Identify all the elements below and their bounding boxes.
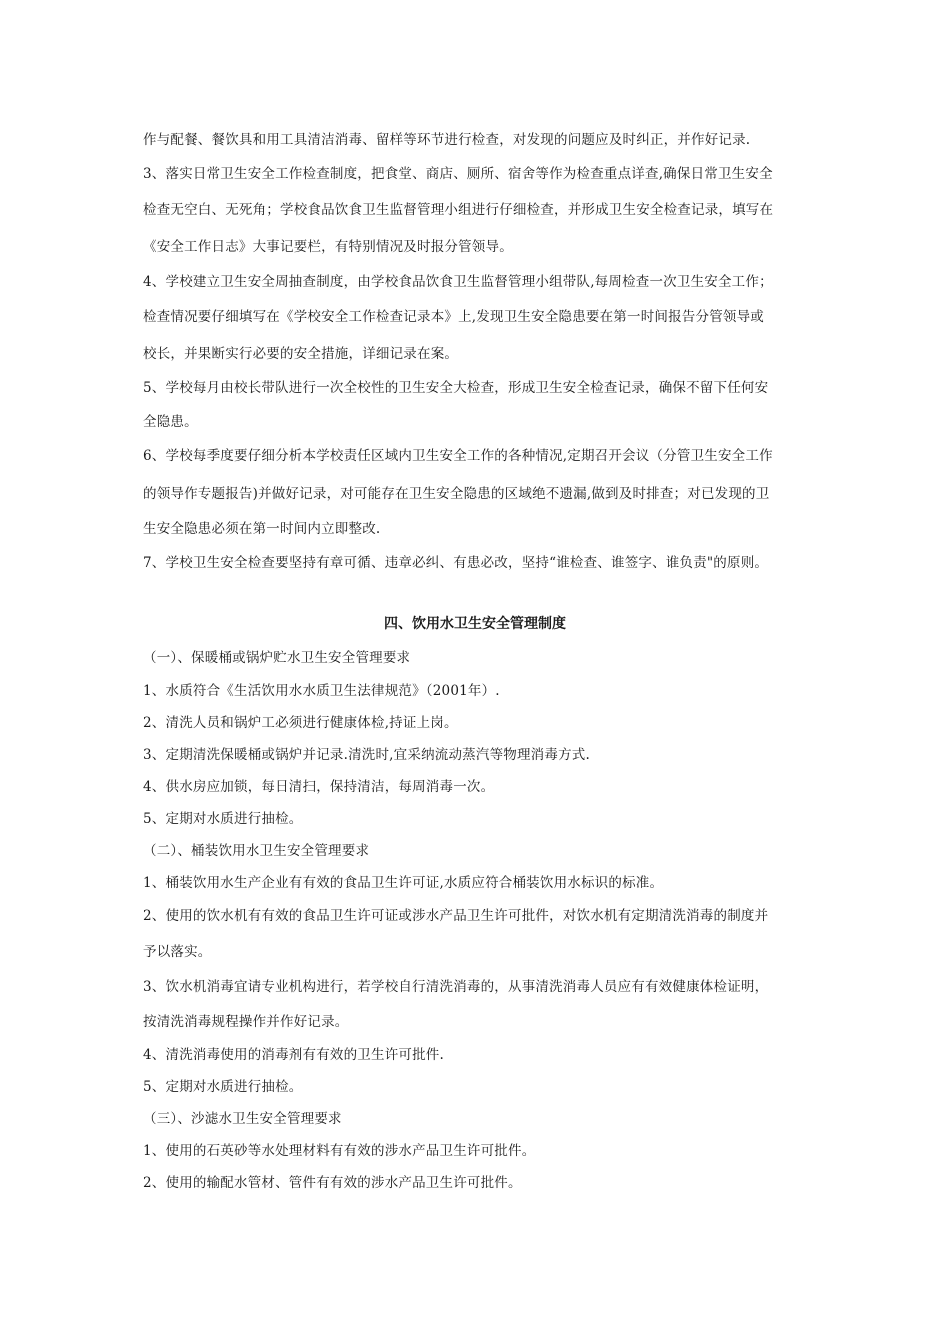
- paragraph-line: 4、供水房应加锁，每日清扫，保持清洁，每周消毒一次。: [143, 779, 495, 795]
- paragraph-line: 4、学校建立卫生安全周抽查制度，由学校食品饮食卫生监督管理小组带队,每周检查一次卫生安全工作；: [143, 274, 773, 290]
- paragraph-line: 1、水质符合《生活饮用水水质卫生法律规范》（2001年）.: [143, 683, 500, 699]
- section-heading: 四、饮用水卫生安全管理制度: [384, 616, 566, 632]
- paragraph-line: 生安全隐患必须在第一时间内立即整改.: [143, 521, 381, 537]
- paragraph-line: 1、桶装饮用水生产企业有有效的食品卫生许可证,水质应符合桶装饮用水标识的标准。: [143, 875, 664, 891]
- paragraph-line: 7、学校卫生安全检查要坚持有章可循、违章必纠、有患必改，坚持“谁检查、谁签字、谁负责"的原则。: [143, 555, 769, 571]
- subsection-title: （二）、桶装饮用水卫生安全管理要求: [143, 843, 370, 859]
- paragraph-line: 校长，并果断实行必要的安全措施，详细记录在案。: [143, 346, 459, 362]
- paragraph-line: 5、定期对水质进行抽检。: [143, 1079, 303, 1095]
- paragraph-line: 检查情况要仔细填写在《学校安全工作检查记录本》上,发现卫生安全隐患要在第一时间报告分管领导或: [143, 309, 764, 325]
- paragraph-line: 检查无空白、无死角；学校食品饮食卫生监督管理小组进行仔细检查，并形成卫生安全检查记录，填写在: [143, 202, 774, 218]
- paragraph-line: 6、学校每季度要仔细分析本学校责任区域内卫生安全工作的各种情况,定期召开会议（分管卫生安全工作: [143, 448, 773, 464]
- paragraph-line: 5、定期对水质进行抽检。: [143, 811, 303, 827]
- paragraph-line: 4、清洗消毒使用的消毒剂有有效的卫生许可批件.: [143, 1047, 444, 1063]
- paragraph-line: 2、清洗人员和锅炉工必须进行健康体检,持证上岗。: [143, 715, 458, 731]
- paragraph-line: 的领导作专题报告)并做好记录，对可能存在卫生安全隐患的区域绝不遗漏,做到及时排查；对已发现的卫: [143, 486, 770, 502]
- paragraph-line: 予以落实。: [143, 944, 212, 960]
- paragraph-line: 3、定期清洗保暖桶或锅炉并记录.清洗时,宜采纳流动蒸汽等物理消毒方式.: [143, 747, 590, 763]
- paragraph-line: 2、使用的饮水机有有效的食品卫生许可证或涉水产品卫生许可批件，对饮水机有定期清洗消毒的制度并: [143, 908, 769, 924]
- paragraph-line: 5、学校每月由校长带队进行一次全校性的卫生安全大检查，形成卫生安全检查记录，确保不留下任何安: [143, 380, 769, 396]
- subsection-title: （三）、沙滤水卫生安全管理要求: [143, 1111, 342, 1127]
- paragraph-line: 3、落实日常卫生安全工作检查制度，把食堂、商店、厕所、宿舍等作为检查重点详查,确保日常卫生安全: [143, 166, 773, 182]
- paragraph-line: 按清洗消毒规程操作并作好记录。: [143, 1014, 349, 1030]
- paragraph-line: 全隐患。: [143, 414, 198, 430]
- paragraph-line: 《安全工作日志》大事记要栏，有特别情况及时报分管领导。: [143, 239, 513, 255]
- paragraph-line: 2、使用的输配水管材、管件有有效的涉水产品卫生许可批件。: [143, 1175, 522, 1191]
- paragraph-line: 1、使用的石英砂等水处理材料有有效的涉水产品卫生许可批件。: [143, 1143, 536, 1159]
- paragraph-line: 作与配餐、餐饮具和用工具清洁消毒、留样等环节进行检查，对发现的问题应及时纠正，并作好记录.: [143, 132, 751, 148]
- subsection-title: （一）、保暖桶或锅炉贮水卫生安全管理要求: [143, 650, 411, 666]
- paragraph-line: 3、饮水机消毒宜请专业机构进行，若学校自行清洗消毒的，从事清洗消毒人员应有有效健康体检证明，: [143, 979, 769, 995]
